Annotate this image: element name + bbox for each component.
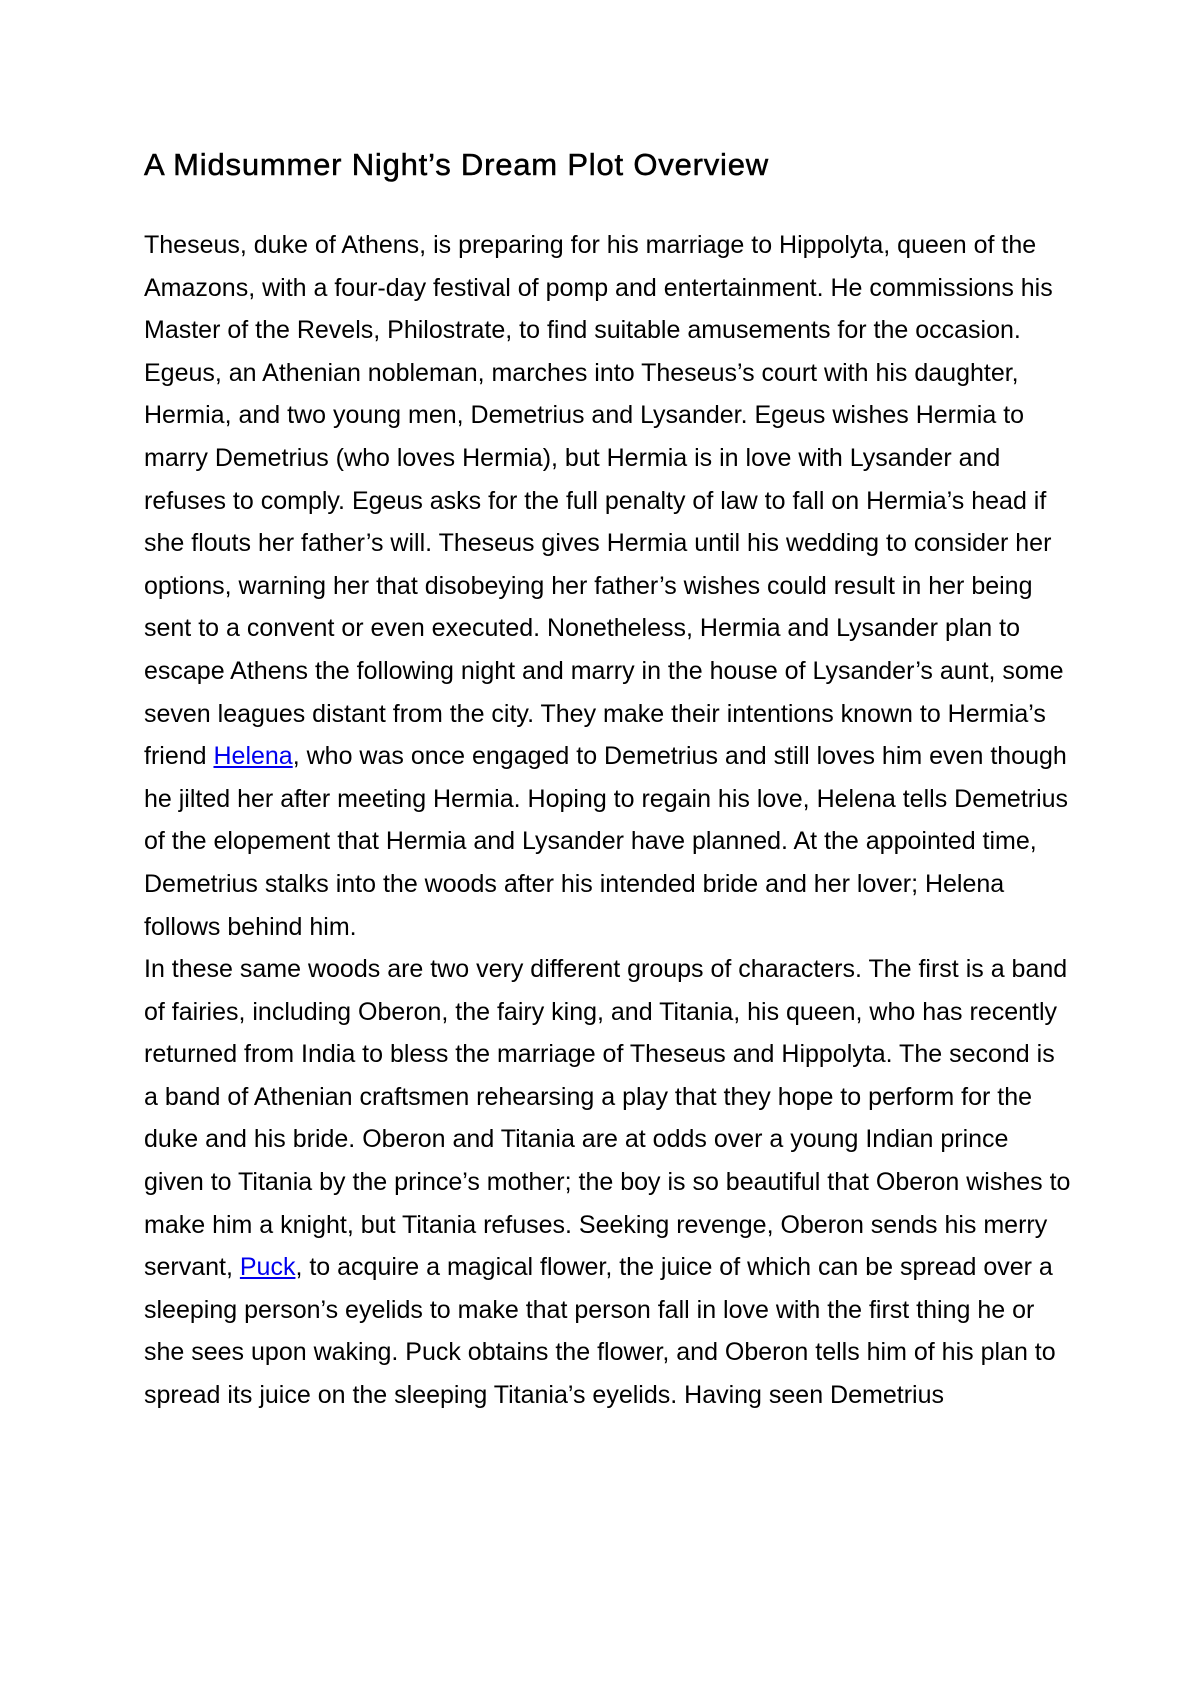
paragraph-2-text-before-link: In these same woods are two very different groups of characters. The first is a band of fairies, including Oberon, the fairy king, and Titania, his queen, who has recently returned from India to bless the marriage of Theseus and Hippolyta. The second is a band of Athenian craftsmen rehearsing a play that they hope to perform for the duke and his bride. Oberon and Titania are at odds over a young Indian prince given to Titania by the prince’s mother; the boy is so beautiful that Oberon wishes to make him a knight, but Titania refuses. Seeking revenge, Oberon sends his merry servant, xyxy=(144,955,1071,1282)
page-title: A Midsummer Night’s Dream Plot Overview xyxy=(144,147,769,182)
helena-link[interactable]: Helena xyxy=(213,742,293,771)
paragraph-2 xyxy=(144,948,1074,1417)
puck-link[interactable]: Puck xyxy=(239,1253,296,1282)
paragraph-1-text-before-link: Theseus, duke of Athens, is preparing for his marriage to Hippolyta, queen of the Amazons, with a four-day festival of pomp and entertainment. He commissions his Master of the Revels, Philostrate, to find suitable amusements for the occasion. Egeus, an Athenian nobleman, marches into Theseus’s court with his daughter, Hermia, and two young men, Demetrius and Lysander. Egeus wishes Hermia to marry Demetrius (who loves Hermia), but Hermia is in love with Lysander and refuses to comply. Egeus asks for the full penalty of law to fall on Hermia’s head if she flouts her father’s will. Theseus gives Hermia until his wedding to consider her options, warning her that disobeying her father’s wishes could result in her being sent to a convent or even executed. Nonetheless, Hermia and Lysander plan to escape Athens the following night and marry in the house of Lysander’s aunt, some seven leagues distant from the city. They make their intentions known to Hermia’s friend xyxy=(144,231,1064,771)
paragraph-2-text-after-link: , to acquire a magical flower, the juice of which can be spread over a sleeping person’s eyelids to make that person fall in love with the first thing he or she sees upon waking. Puck obtains the flower, and Oberon tells him of his plan to spread its juice on the sleeping Titania’s eyelids. Having seen Demetrius xyxy=(144,1253,1056,1410)
document-page xyxy=(144,140,1074,1417)
paragraph-1 xyxy=(144,224,1074,948)
paragraph-1-text-after-link: , who was once engaged to Demetrius and still loves him even though he jilted her after meeting Hermia. Hoping to regain his love, Helena tells Demetrius of the elopement that Hermia and Lysander have planned. At the appointed time, Demetrius stalks into the woods after his intended bride and her lover; Helena follows behind him. xyxy=(144,742,1069,941)
